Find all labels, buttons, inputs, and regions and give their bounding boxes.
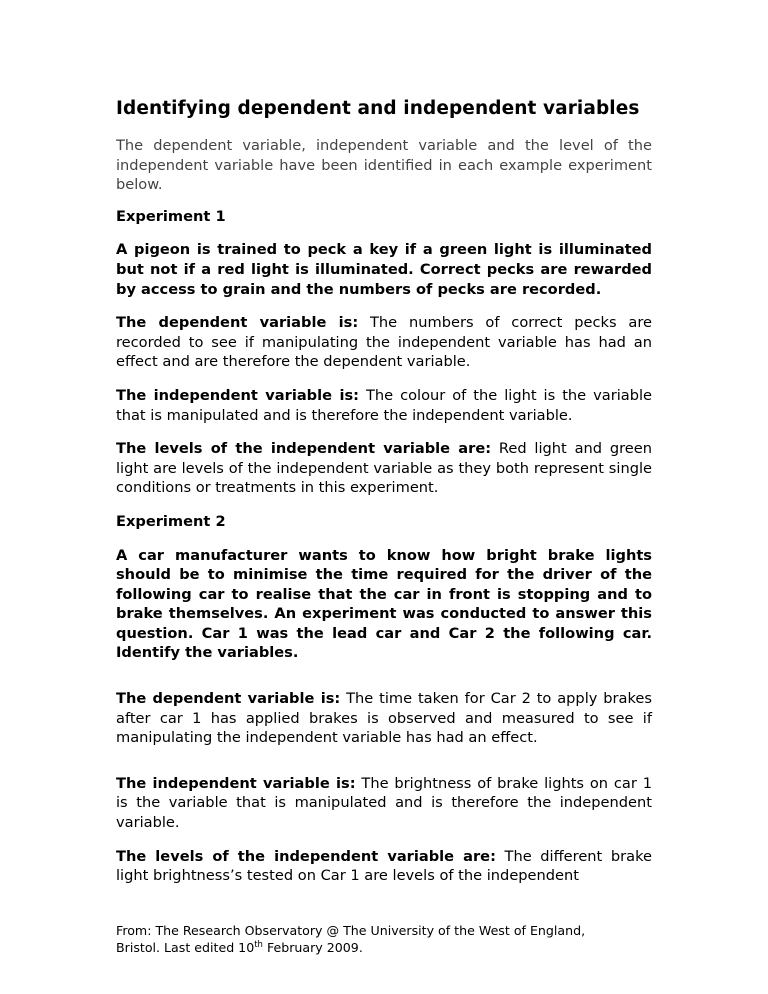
experiment-2-levels [116,847,652,886]
intro-paragraph: The dependent variable, independent variable and the level of the independent variable have been identified in each example experiment below. [116,137,652,194]
experiment-1-independent-variable [116,386,652,425]
independent-variable-text: The colour of the light is the variable that is manipulated and is therefore the independent variable. [116,386,653,424]
experiment-2-heading: Experiment 2 [116,512,226,530]
footer-line-2 [116,939,656,956]
document-body [116,96,652,900]
experiment-2-question: A car manufacturer wants to know how bright brake lights should be to minimise the time required for the driver of the following car to realise that the car in front is stopping and to brake themselves. An experiment was conducted to answer this question. Car 1 was the lead car and Car 2 the following car. Identify the variables. [116,546,652,662]
experiment-1-heading: Experiment 1 [116,207,226,225]
footer-line-1: From: The Research Observatory @ The University of the West of England, [116,923,586,938]
levels-label: The levels of the independent variable are: [116,847,496,865]
footer-line-2-prefix: Bristol. Last edited 10 [116,940,255,955]
footer-line-2-suffix: February 2009. [262,940,363,955]
experiment-2-dependent-variable [116,689,652,748]
independent-variable-text: The brightness of brake lights on car 1 is the variable that is manipulated and is therefore the independent variable. [116,774,652,832]
experiment-1-dependent-variable [116,313,652,372]
page-footer [116,922,656,956]
experiment-1-section [116,207,652,498]
levels-text: The different brake light brightness’s tested on Car 1 are levels of the independent [116,847,652,885]
levels-label: The levels of the independent variable are: [116,440,492,458]
dependent-variable-text: The numbers of correct pecks are recorded to see if manipulating the independent variable has had an effect and are therefore the dependent variable. [116,314,653,371]
levels-text: Red light and green light are levels of the independent variable as they both represent single conditions or treatments in this experiment. [116,440,652,497]
dependent-variable-label: The dependent variable is: [116,690,341,708]
experiment-2-section [116,512,652,886]
experiment-2-independent-variable [116,774,652,833]
independent-variable-label: The independent variable is: [116,774,356,792]
independent-variable-label: The independent variable is: [116,386,359,404]
experiment-1-levels [116,439,652,498]
dependent-variable-label: The dependent variable is: [116,314,359,332]
experiment-1-question: A pigeon is trained to peck a key if a green light is illuminated but not if a red light is illuminated. Correct pecks are rewarded by access to grain and the numbers of pecks are recorded. [116,241,652,298]
page-title: Identifying dependent and independent variables [116,98,640,119]
footer-ordinal-suffix: th [254,939,263,950]
dependent-variable-text: The time taken for Car 2 to apply brakes after car 1 has applied brakes is observed and measured to see if manipulating the independent variable has had an effect. [116,690,652,747]
